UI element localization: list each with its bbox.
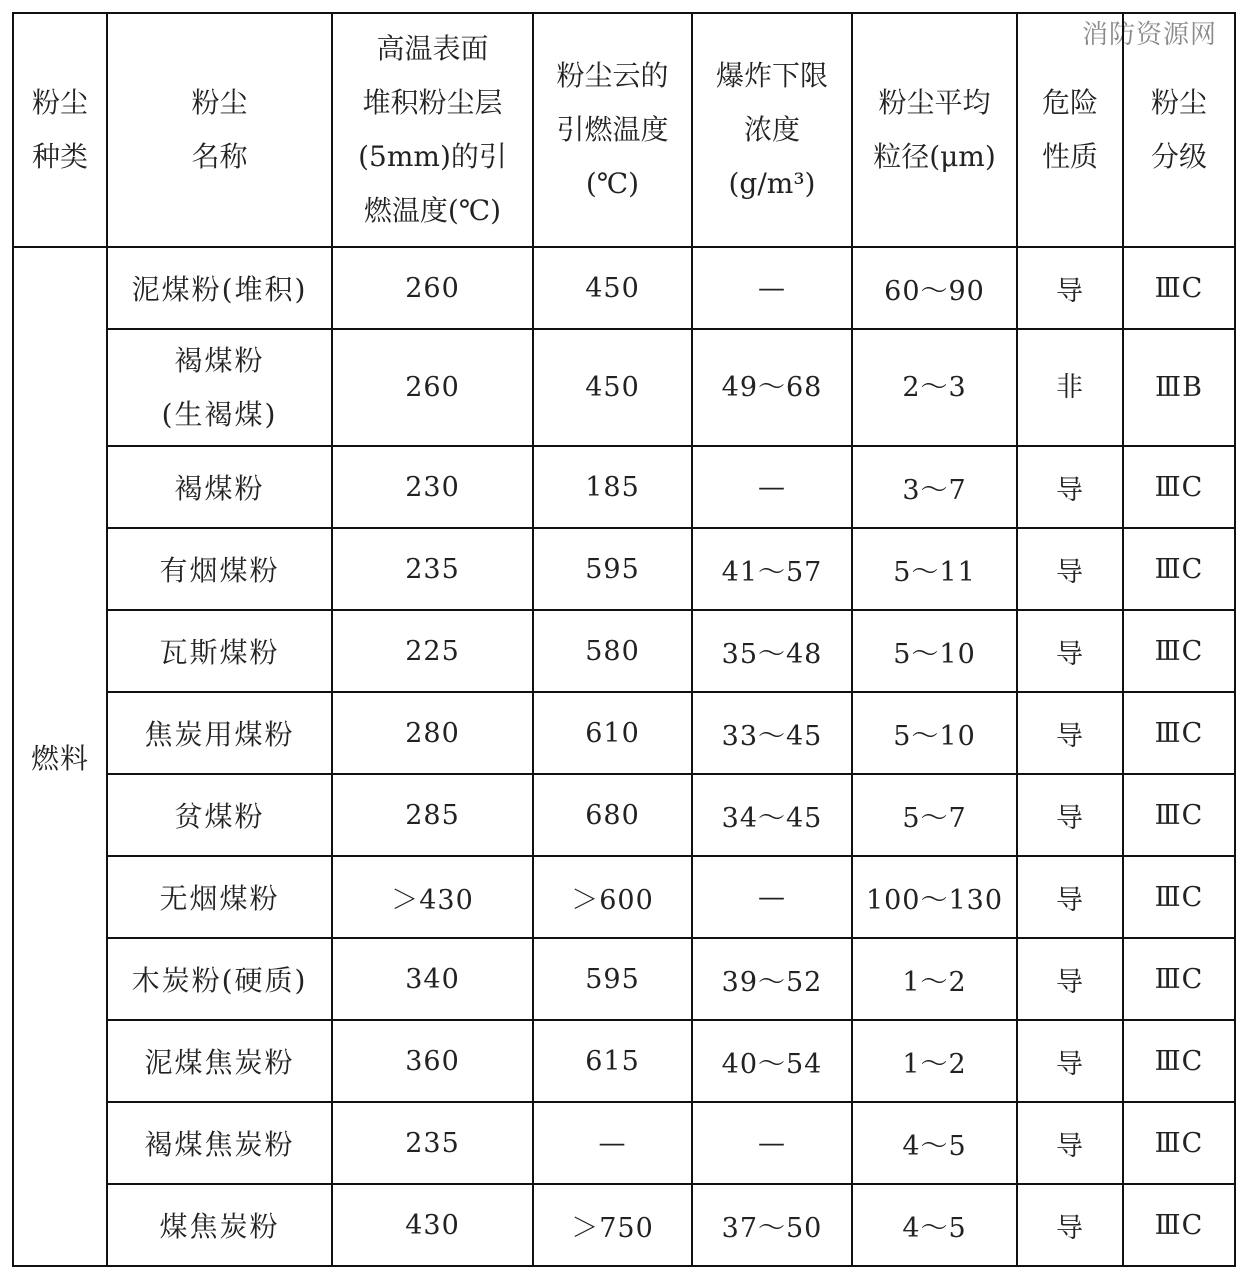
table-row [13,528,1235,610]
table-row [13,247,1235,329]
dust-name-cell: 褐煤粉 [107,446,332,528]
dust-name-cell: 焦炭用煤粉 [107,692,332,774]
dust-grade-cell: ⅢC [1123,938,1235,1020]
lel-cell: 49～68 [692,329,852,446]
layer-temp-cell: 360 [332,1020,533,1102]
header-cloud-ignition-temp: 粉尘云的 引燃温度 (℃) [533,13,692,247]
dust-name-cell: 无烟煤粉 [107,856,332,938]
dust-name-cell: 有烟煤粉 [107,528,332,610]
hazard-nature-cell: 导 [1017,774,1123,856]
hazard-nature-cell: 导 [1017,1184,1123,1266]
hazard-nature-cell: 导 [1017,446,1123,528]
dust-properties-table [12,12,1236,1267]
table-row [13,856,1235,938]
particle-size-cell: 4～5 [852,1184,1017,1266]
dust-grade-cell: ⅢC [1123,856,1235,938]
particle-size-cell: 2～3 [852,329,1017,446]
layer-temp-cell: 260 [332,247,533,329]
lel-cell: 41～57 [692,528,852,610]
hazard-nature-cell: 导 [1017,938,1123,1020]
dust-grade-cell: ⅢC [1123,446,1235,528]
hazard-nature-cell: 导 [1017,1020,1123,1102]
cloud-temp-cell: 615 [533,1020,692,1102]
lel-cell: — [692,446,852,528]
dust-grade-cell: ⅢC [1123,247,1235,329]
dust-grade-cell: ⅢC [1123,1184,1235,1266]
dust-grade-cell: ⅢB [1123,329,1235,446]
dust-name-cell: 褐煤粉 (生褐煤) [107,329,332,446]
dust-grade-cell: ⅢC [1123,1102,1235,1184]
dust-name-cell: 贫煤粉 [107,774,332,856]
layer-temp-cell: 285 [332,774,533,856]
particle-size-cell: 1～2 [852,1020,1017,1102]
layer-temp-cell: 260 [332,329,533,446]
hazard-nature-cell: 导 [1017,692,1123,774]
table-row [13,1184,1235,1266]
dust-name-cell: 泥煤粉(堆积) [107,247,332,329]
particle-size-cell: 100～130 [852,856,1017,938]
hazard-nature-cell: 导 [1017,856,1123,938]
header-layer-ignition-temp: 高温表面 堆积粉尘层 (5mm)的引 燃温度(℃) [332,13,533,247]
table-body [13,247,1235,1266]
layer-temp-cell: 340 [332,938,533,1020]
layer-temp-cell: 235 [332,1102,533,1184]
table-header-row [13,13,1235,247]
layer-temp-cell: 430 [332,1184,533,1266]
lel-cell: 39～52 [692,938,852,1020]
layer-temp-cell: 225 [332,610,533,692]
particle-size-cell: 5～10 [852,610,1017,692]
watermark: 消防资源网 [1081,20,1217,50]
cloud-temp-cell: 450 [533,247,692,329]
header-dust-name: 粉尘 名称 [107,13,332,247]
particle-size-cell: 5～10 [852,692,1017,774]
dust-grade-cell: ⅢC [1123,610,1235,692]
table-row [13,446,1235,528]
particle-size-cell: 4～5 [852,1102,1017,1184]
particle-size-cell: 5～11 [852,528,1017,610]
table-row [13,692,1235,774]
lel-cell: — [692,1102,852,1184]
lel-cell: 35～48 [692,610,852,692]
hazard-nature-cell: 非 [1017,329,1123,446]
particle-size-cell: 5～7 [852,774,1017,856]
lel-cell: 34～45 [692,774,852,856]
lel-cell: — [692,247,852,329]
dust-grade-cell: ⅢC [1123,528,1235,610]
dust-grade-cell: ⅢC [1123,774,1235,856]
hazard-nature-cell: 导 [1017,247,1123,329]
category-cell: 燃料 [13,247,107,1266]
table-row [13,1102,1235,1184]
dust-name-cell: 煤焦炭粉 [107,1184,332,1266]
dust-grade-cell: ⅢC [1123,692,1235,774]
dust-name-cell: 木炭粉(硬质) [107,938,332,1020]
layer-temp-cell: 280 [332,692,533,774]
cloud-temp-cell: 595 [533,528,692,610]
table-row [13,774,1235,856]
header-lower-explosion-limit: 爆炸下限 浓度 (g/m³) [692,13,852,247]
layer-temp-cell: 235 [332,528,533,610]
lel-cell: 40～54 [692,1020,852,1102]
cloud-temp-cell: ＞750 [533,1184,692,1266]
header-dust-category: 粉尘 种类 [13,13,107,247]
lel-cell: 37～50 [692,1184,852,1266]
cloud-temp-cell: 450 [533,329,692,446]
header-dust-grade: 粉尘 分级 [1123,13,1235,247]
particle-size-cell: 60～90 [852,247,1017,329]
lel-cell: 33～45 [692,692,852,774]
layer-temp-cell: ＞430 [332,856,533,938]
cloud-temp-cell: 185 [533,446,692,528]
cloud-temp-cell: — [533,1102,692,1184]
table-row [13,329,1235,446]
dust-name-cell: 泥煤焦炭粉 [107,1020,332,1102]
hazard-nature-cell: 导 [1017,528,1123,610]
dust-name-cell: 瓦斯煤粉 [107,610,332,692]
cloud-temp-cell: 610 [533,692,692,774]
table-row [13,610,1235,692]
table-row [13,1020,1235,1102]
hazard-nature-cell: 导 [1017,1102,1123,1184]
dust-name-cell: 褐煤焦炭粉 [107,1102,332,1184]
cloud-temp-cell: 580 [533,610,692,692]
table-row [13,938,1235,1020]
header-mean-particle-size: 粉尘平均 粒径(μm) [852,13,1017,247]
lel-cell: — [692,856,852,938]
particle-size-cell: 1～2 [852,938,1017,1020]
dust-table-container [12,12,1234,1267]
layer-temp-cell: 230 [332,446,533,528]
cloud-temp-cell: ＞600 [533,856,692,938]
dust-grade-cell: ⅢC [1123,1020,1235,1102]
particle-size-cell: 3～7 [852,446,1017,528]
cloud-temp-cell: 595 [533,938,692,1020]
cloud-temp-cell: 680 [533,774,692,856]
hazard-nature-cell: 导 [1017,610,1123,692]
header-hazard-nature: 危险 性质 [1017,13,1123,247]
